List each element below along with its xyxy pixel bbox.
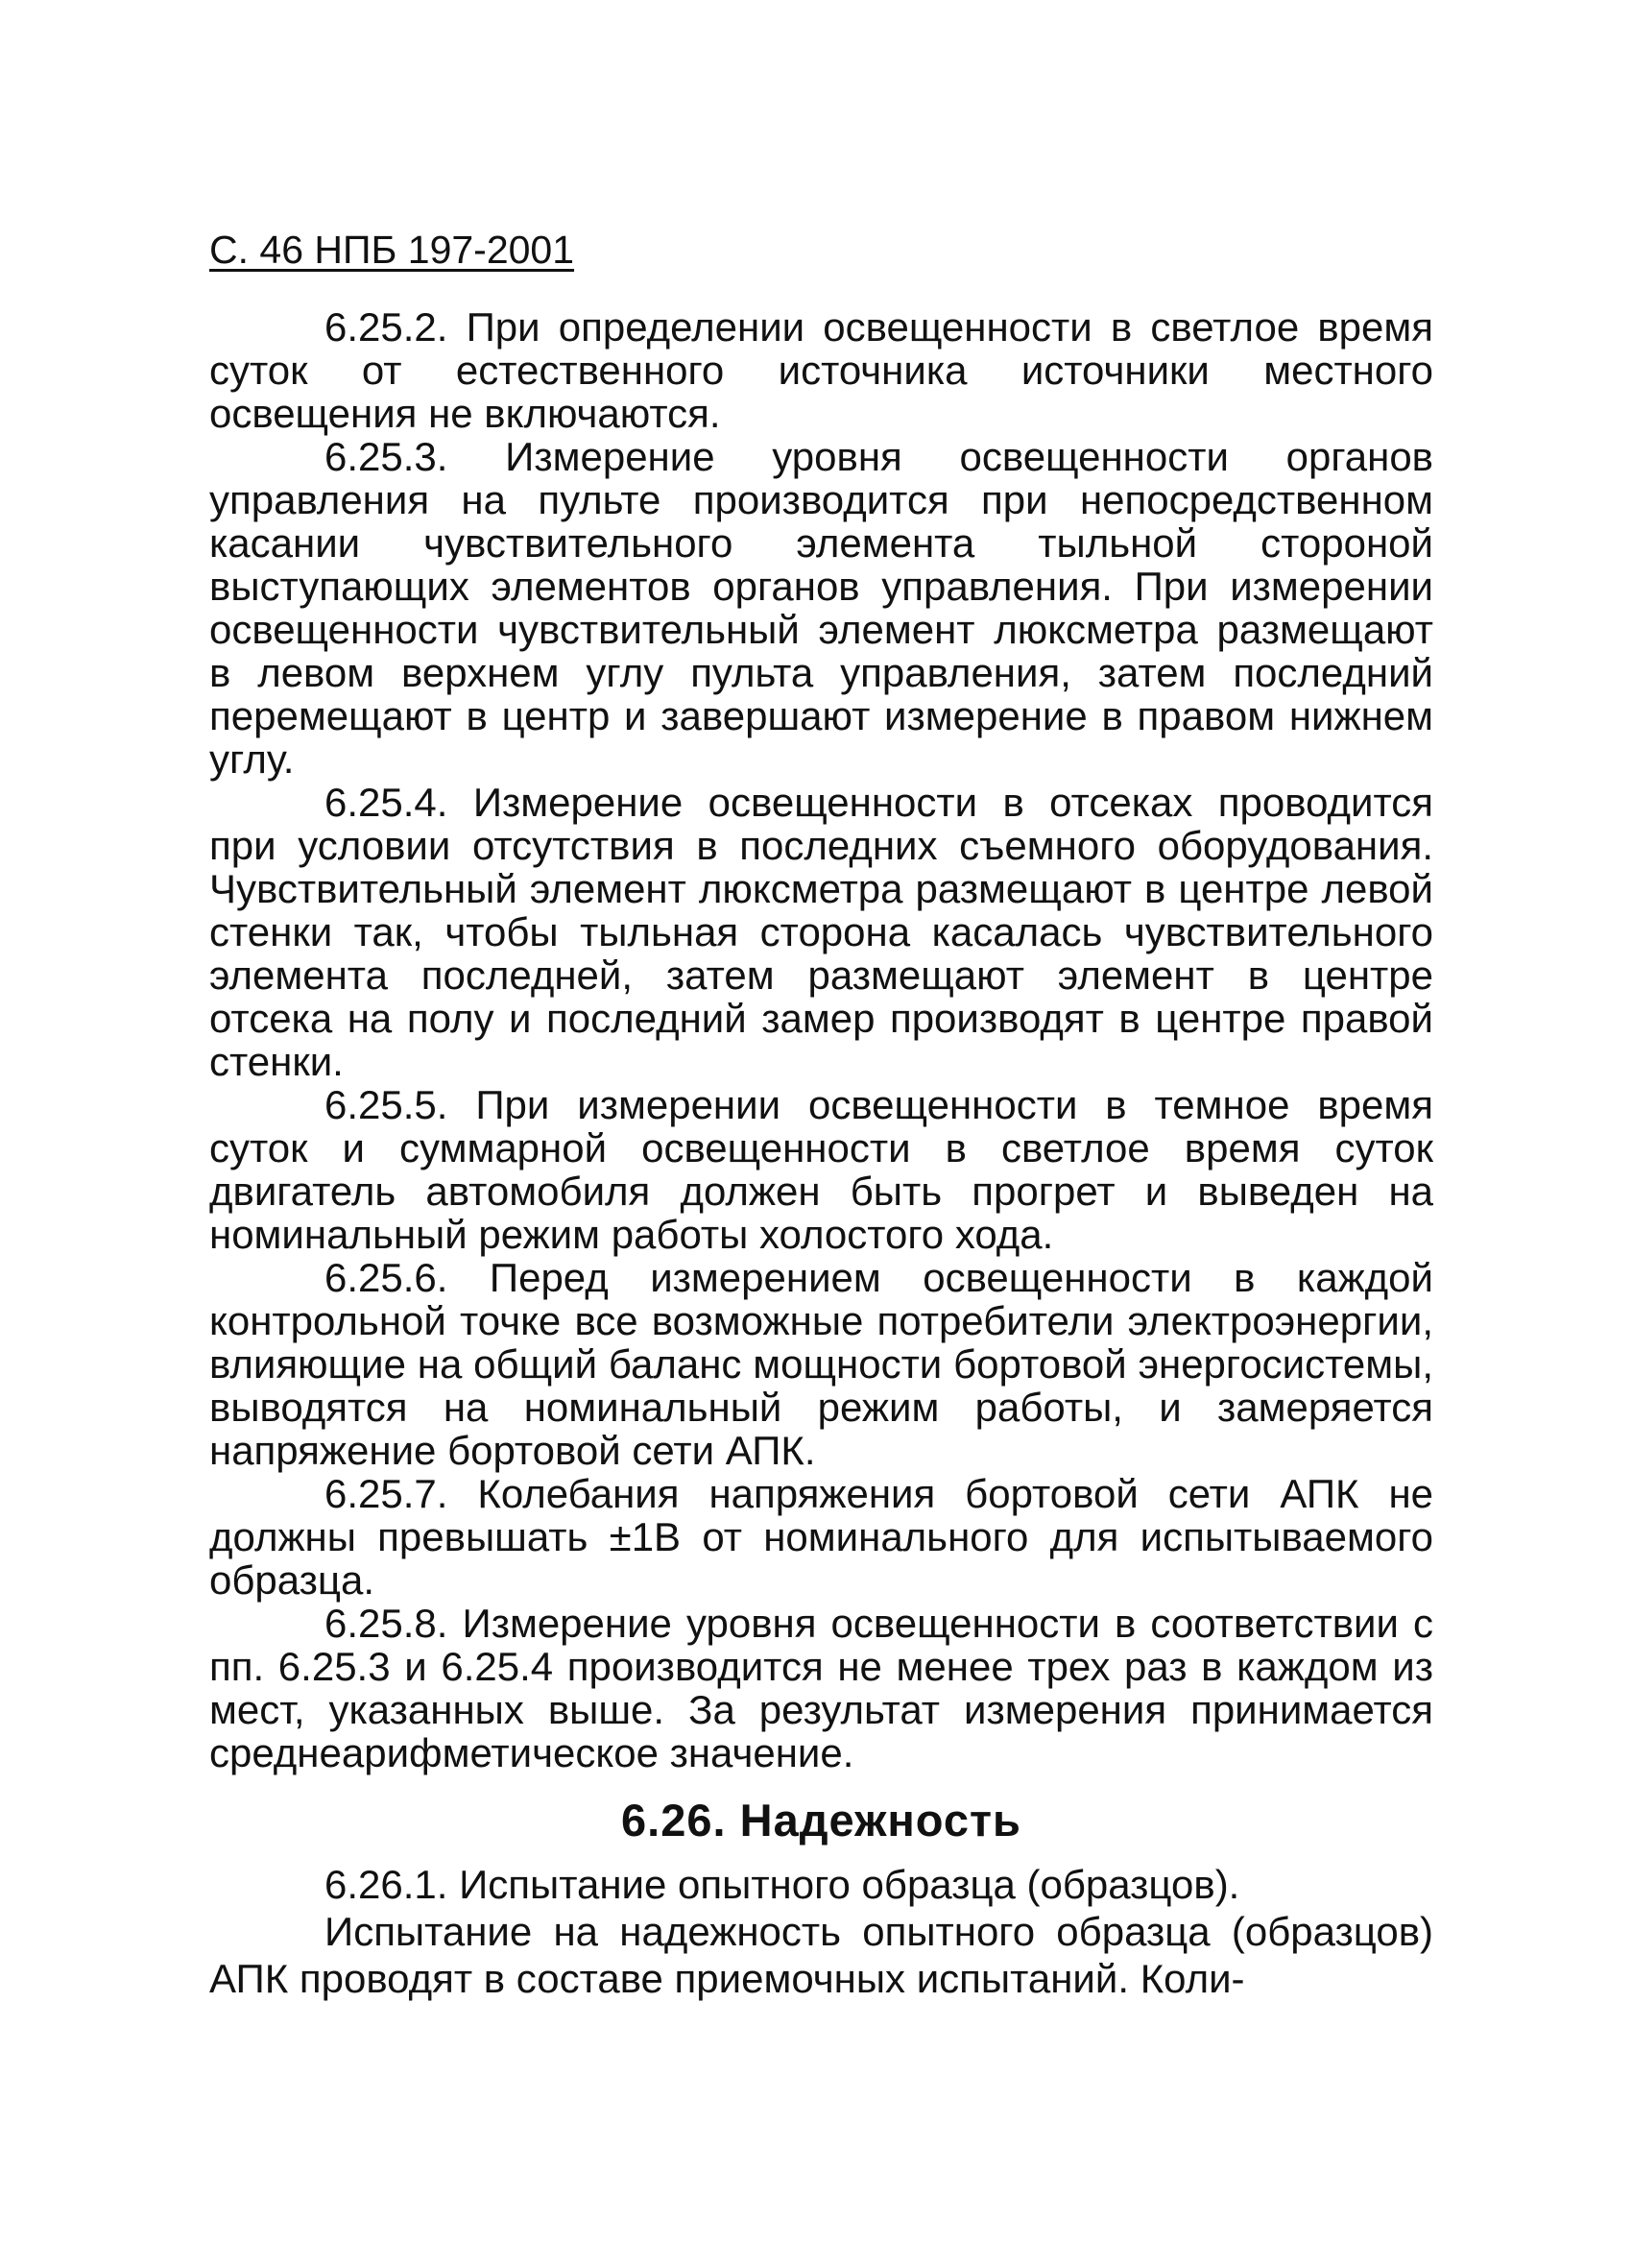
page-header: С. 46 НПБ 197-2001 [209, 228, 575, 272]
subsection-heading-6-26-1: 6.26.1. Испытание опытного образца (образцов). [324, 1862, 1240, 1907]
paragraph-6-25-4: 6.25.4. Измерение освещенности в отсеках проводится при условии отсутствия в последних съемного оборудования. Чувствительный элемент люксметра размещают в центре левой стенки так, чтобы тыльная сторона касалась чувствительного элемента последней, затем размещают элемент в центре отсека на полу и последний замер производят в центре правой стенки. [209, 780, 1433, 1084]
paragraph-6-25-5: 6.25.5. При измерении освещенности в темное время суток и суммарной освещенности в светлое время суток двигатель автомобиля должен быть прогрет и выведен на номинальный режим работы холостого хода. [209, 1082, 1433, 1257]
paragraph-6-25-7: 6.25.7. Колебания напряжения бортовой сети АПК не должны превышать ±1В от номинального для испытываемого образца. [209, 1471, 1433, 1603]
paragraph-6-25-8: 6.25.8. Измерение уровня освещенности в соответствии с пп. 6.25.3 и 6.25.4 производится не менее трех раз в каждом из мест, указанных выше. За результат измерения принимается среднеарифметическое значение. [209, 1601, 1433, 1775]
section-title: 6.26. Надежность [621, 1795, 1021, 1846]
paragraph-6-25-3: 6.25.3. Измерение уровня освещенности органов управления на пульте производится при непосредственном касании чувствительного элемента тыльной стороной выступающих элементов органов управления. При измерении освещенности чувствительный элемент люксметра размещают в левом верхнем углу пульта управления, затем последний перемещают в центр и завершают измерение в правом нижнем углу. [209, 434, 1433, 782]
document-page [209, 227, 1433, 2002]
paragraph-6-25-6: 6.25.6. Перед измерением освещенности в каждой контрольной точке все возможные потребители электроэнергии, влияющие на общий баланс мощности бортовой энергосистемы, выводятся на номинальный режим работы, и замеряется напряжение бортовой сети АПК. [209, 1255, 1433, 1473]
section-text: Испытание на надежность опытного образца (образцов) АПК проводят в составе приемочных испытаний. Коли- [209, 1909, 1433, 2001]
paragraph-6-25-2: 6.25.2. При определении освещенности в светлое время суток от естественного источника источники местного освещения не включаются. [209, 304, 1433, 436]
